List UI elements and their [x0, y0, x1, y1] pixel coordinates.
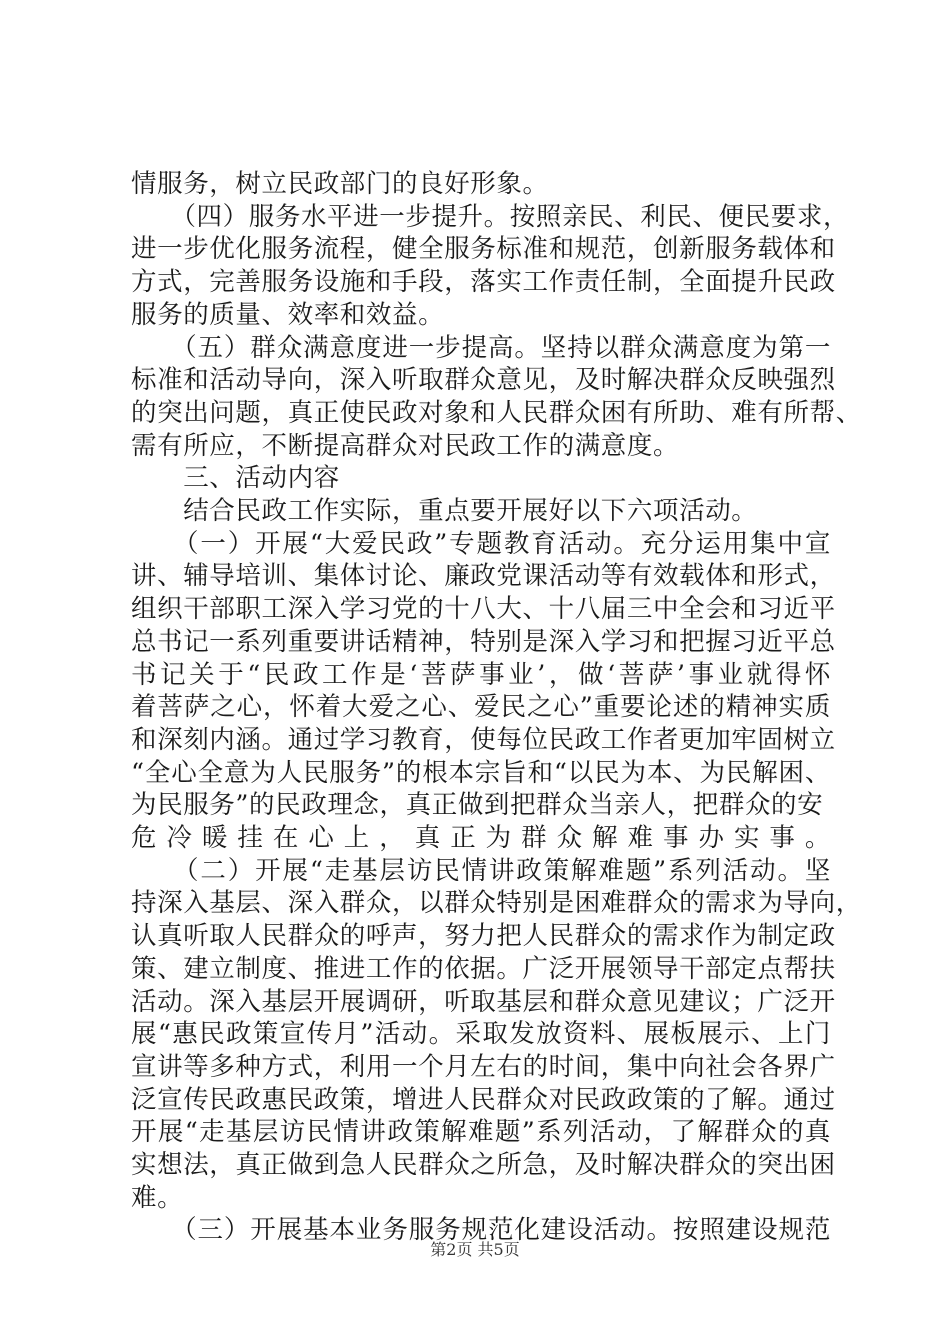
text-line: 宣讲等多种方式，利用一个月左右的时间，集中向社会各界广 — [131, 1051, 836, 1082]
text-line: （二）开展“走基层访民情讲政策解难题”系列活动。坚 — [131, 855, 831, 886]
text-line: 持深入基层、深入群众，以群众特别是困难群众的需求为导向， — [131, 888, 862, 919]
text-line: 讲、辅导培训、集体讨论、廉政党课活动等有效载体和形式， — [131, 561, 836, 592]
text-line: 危冷暖挂在心上，真正为群众解难事办实事。 — [131, 823, 831, 853]
text-line: 认真听取人民群众的呼声，努力把人民群众的需求作为制定政 — [131, 921, 836, 952]
text-line: 进一步优化服务流程，健全服务标准和规范，创新服务载体和 — [131, 234, 836, 265]
text-line: 结合民政工作实际，重点要开展好以下六项活动。 — [131, 496, 758, 526]
text-line: “全心全意为人民服务”的根本宗旨和“以民为本、为民解困、 — [131, 757, 831, 788]
page-footer: 第2页 共5页 — [430, 1240, 520, 1259]
text-line: 总书记一系列重要讲话精神，特别是深入学习和把握习近平总 — [131, 626, 836, 657]
text-line: 开展“走基层访民情讲政策解难题”系列活动，了解群众的真 — [131, 1117, 831, 1148]
text-line: 和深刻内涵。通过学习教育，使每位民政工作者更加牢固树立 — [131, 724, 836, 755]
text-line: 情服务，树立民政部门的良好形象。 — [131, 169, 549, 199]
text-line: 展“惠民政策宣传月”活动。采取发放资料、展板展示、上门 — [131, 1019, 831, 1050]
text-line: 的突出问题，真正使民政对象和人民群众困有所助、难有所帮、 — [131, 397, 862, 428]
text-line: 标准和活动导向，深入听取群众意见，及时解决群众反映强烈 — [131, 365, 836, 396]
text-line: 三、活动内容 — [131, 463, 340, 494]
text-line: 组织干部职工深入学习党的十八大、十八届三中全会和习近平 — [131, 594, 836, 625]
text-line: 为民服务”的民政理念，真正做到把群众当亲人，把群众的安 — [131, 790, 824, 821]
text-line: 难。 — [131, 1182, 184, 1213]
text-line: 实想法，真正做到急人民群众之所急，及时解决群众的突出困 — [131, 1150, 836, 1180]
text-line: （一）开展“大爱民政”专题教育活动。充分运用集中宣 — [131, 528, 831, 559]
text-line: 策、建立制度、推进工作的依据。广泛开展领导干部定点帮扶 — [131, 953, 836, 984]
text-line: （四）服务水平进一步提升。按照亲民、利民、便民要求， — [131, 201, 850, 232]
text-line: 着菩萨之心，怀着大爱之心、爱民之心”重要论述的精神实质 — [131, 692, 831, 723]
text-line: 方式，完善服务设施和手段，落实工作责任制，全面提升民政 — [131, 267, 836, 298]
text-line: 需有所应，不断提高群众对民政工作的满意度。 — [131, 430, 680, 461]
text-line: 泛宣传民政惠民政策，增进人民群众对民政政策的了解。通过 — [131, 1084, 836, 1115]
text-line: 活动。深入基层开展调研，听取基层和群众意见建议；广泛开 — [131, 986, 836, 1017]
text-line: 书记关于“民政工作是‘菩萨事业’，做‘菩萨’事业就得怀 — [131, 659, 831, 690]
text-line: （三）开展基本业务服务规范化建设活动。按照建设规范 — [131, 1215, 831, 1246]
text-line: 服务的质量、效率和效益。 — [131, 299, 445, 330]
text-line: （五）群众满意度进一步提高。坚持以群众满意度为第一 — [131, 332, 831, 363]
